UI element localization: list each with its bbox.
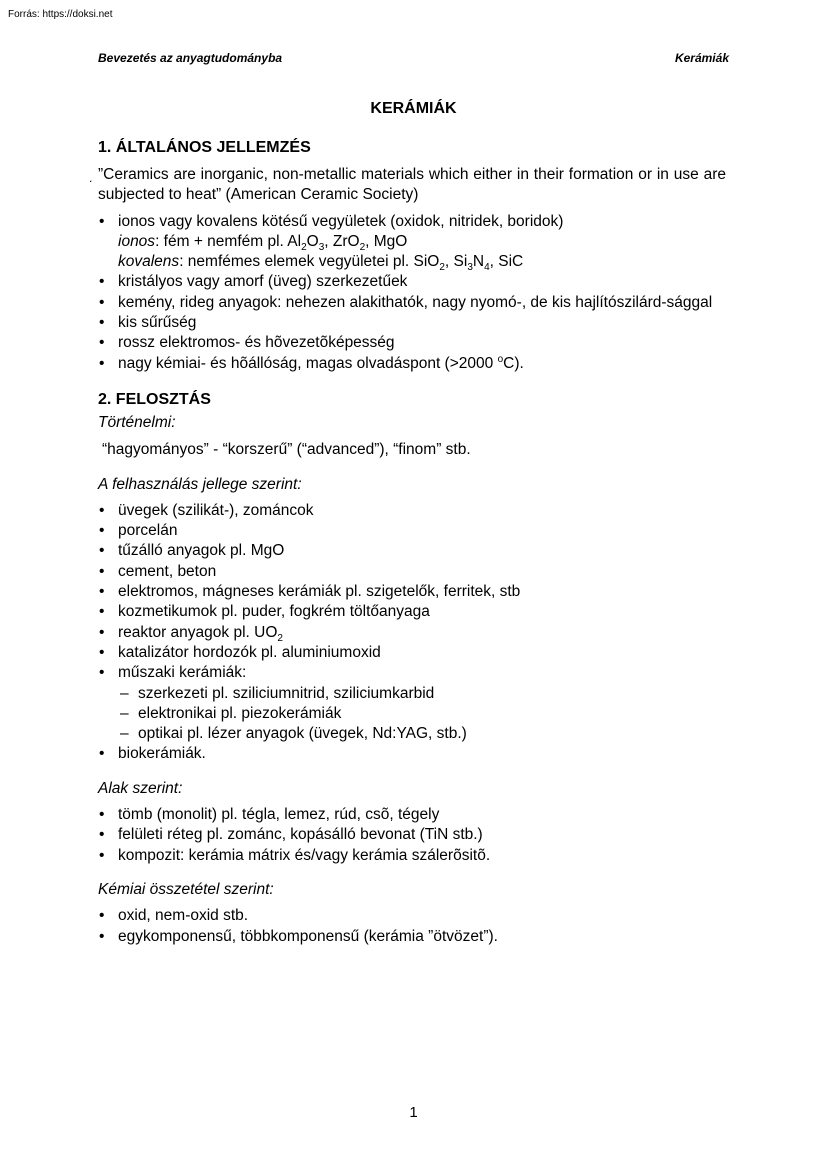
subscript: 2 (359, 241, 366, 253)
kovalens-text: : nemfémes elemek vegyületei pl. SiO (179, 253, 440, 271)
list-item-text: nagy kémiai- és hõállóság, magas olvadáspont (>2000 (118, 354, 498, 372)
list-item-text: ionos vagy kovalens kötésű vegyületek (oxidok, nitridek, boridok) (118, 212, 564, 230)
subscript: 4 (484, 262, 490, 274)
list-item: • elektromos, mágneses kerámiák pl. szigetelők, ferritek, stb (98, 582, 726, 602)
list-item: • kis sűrűség (98, 313, 726, 333)
historical-text: “hagyományos” - “korszerű” (“advanced”), “finom” stb. (102, 441, 471, 459)
ionos-text: : fém + nemfém pl. Al (155, 232, 302, 250)
margin-dot: . (89, 171, 93, 185)
subscript: 2 (439, 262, 445, 274)
page-title: KERÁMIÁK (370, 100, 457, 117)
formula-part: , Si (444, 253, 468, 271)
source-note: Forrás: https://doksi.net (8, 9, 113, 20)
definition-quote (89, 165, 726, 206)
formula-part: , SiC (489, 253, 524, 271)
list-item-text: reaktor anyagok pl. UO (118, 623, 278, 641)
shape-label: Alak szerint: (98, 779, 183, 797)
subscript: 3 (467, 262, 473, 274)
technical-ceramics-sublist (118, 684, 726, 745)
formula-part: N (472, 253, 485, 271)
historical-label: Történelmi: (98, 413, 176, 431)
list-item (98, 623, 726, 643)
list-item: • kozmetikumok pl. puder, fogkrém töltőanyaga (98, 602, 726, 622)
subscript: 3 (318, 241, 325, 253)
list-item: • cement, beton (98, 562, 726, 582)
list-item: • biokerámiák. (98, 744, 726, 764)
shape-list (98, 805, 726, 866)
list-item-text: műszaki kerámiák: (118, 664, 247, 682)
document-body (89, 138, 726, 947)
list-item (98, 663, 726, 744)
sublist-item: – elektronikai pl. piezokerámiák (118, 704, 726, 724)
list-item: • kompozit: kerámia mátrix és/vagy kerámia szálerõsitõ. (98, 846, 726, 866)
list-item (98, 354, 726, 374)
list-item-text: C). (503, 354, 524, 372)
running-header-right: Kerámiák (674, 51, 729, 65)
formula-part: , ZrO (324, 232, 360, 250)
list-item: • tűzálló anyagok pl. MgO (98, 541, 726, 561)
page-number: 1 (409, 1104, 418, 1121)
section-2-heading: 2. FELOSZTÁS (98, 390, 211, 408)
quote-text: ”Ceramics are inorganic, non-metallic materials which either in their formation or in use are subjected to heat” (American Ceramic Society) (98, 166, 726, 204)
usage-list (98, 501, 726, 765)
list-item (98, 212, 726, 273)
list-item: • porcelán (98, 521, 726, 541)
subscript: 2 (301, 241, 307, 253)
formula-part: , MgO (365, 232, 408, 250)
list-item: • kristályos vagy amorf (üveg) szerkezetűek (98, 272, 726, 292)
superscript: o (497, 353, 504, 365)
formula-part: O (306, 232, 319, 250)
ionos-label: ionos (118, 232, 156, 250)
list-item: • katalizátor hordozók pl. aluminiumoxid (98, 643, 726, 663)
list-item: • rossz elektromos- és hõvezetõképesség (98, 333, 726, 353)
characteristics-list (98, 212, 726, 374)
list-item: • kemény, rideg anyagok: nehezen alakithatók, nagy nyomó-, de kis hajlítószilárd-sággal (98, 293, 726, 313)
usage-label: A felhasználás jellege szerint: (98, 475, 302, 493)
list-item: • felületi réteg pl. zománc, kopásálló bevonat (TiN stb.) (98, 825, 726, 845)
sublist-item: – szerkezeti pl. sziliciumnitrid, sziliciumkarbid (118, 684, 726, 704)
kovalens-label: kovalens (118, 253, 180, 271)
list-item: • tömb (monolit) pl. tégla, lemez, rúd, csõ, tégely (98, 805, 726, 825)
chemical-list (98, 906, 726, 947)
list-item: • oxid, nem-oxid stb. (98, 906, 726, 926)
running-header-left: Bevezetés az anyagtudományba (98, 51, 283, 65)
list-item: • üvegek (szilikát-), zománcok (98, 501, 726, 521)
section-1-heading: 1. ÁLTALÁNOS JELLEMZÉS (98, 139, 311, 156)
subscript: 2 (277, 632, 283, 644)
list-item: • egykomponensű, többkomponensű (kerámia ”ötvözet”). (98, 927, 726, 947)
sublist-item: – optikai pl. lézer anyagok (üvegek, Nd:YAG, stb.) (118, 724, 726, 744)
chemical-label: Kémiai összetétel szerint: (98, 880, 274, 898)
